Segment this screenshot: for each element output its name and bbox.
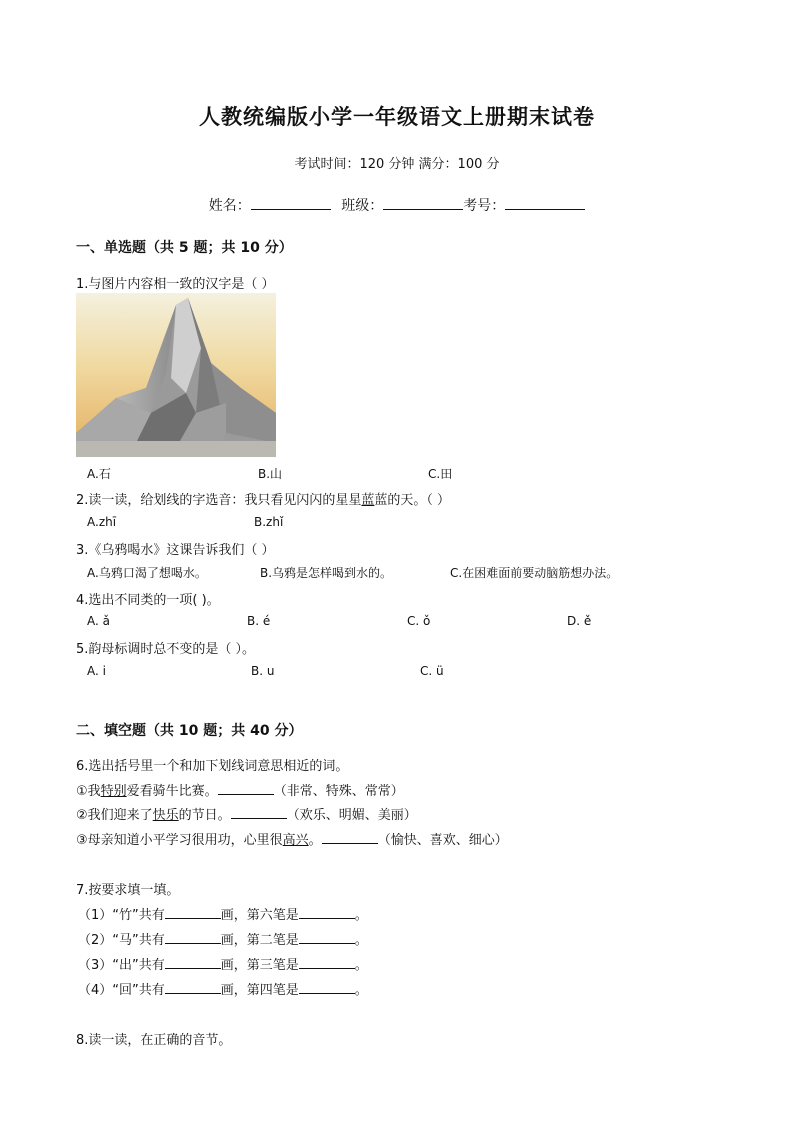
q5-option-a[interactable]: A. i — [87, 664, 106, 678]
q7-item-3: （3）“出”共有 画，第三笔是 。 — [78, 958, 368, 973]
q2-option-a[interactable]: A.zhī — [87, 515, 117, 529]
question-4: 4.选出不同类的一项( )。 — [76, 593, 220, 608]
q7-blank-4a[interactable] — [165, 981, 221, 994]
q7-item-1: （1）“竹”共有 画，第六笔是 。 — [78, 908, 368, 923]
q7-item-4: （4）“回”共有 画，第四笔是 。 — [78, 983, 368, 998]
mountain-image — [76, 293, 276, 457]
exam-subtitle: 考试时间：120 分钟 满分：100 分 — [294, 157, 500, 172]
exam-no-blank[interactable] — [505, 195, 585, 210]
q6-blank-3[interactable] — [322, 831, 378, 844]
q4-option-d[interactable]: D. ě — [567, 614, 592, 628]
question-3: 3.《乌鸦喝水》这课告诉我们（ ） — [76, 543, 275, 558]
q4-option-c[interactable]: C. ǒ — [407, 614, 431, 628]
q7-blank-2a[interactable] — [165, 931, 221, 944]
underlined-char: 蓝 — [361, 493, 375, 508]
q6-item-1: ①我特别爱看骑牛比赛。 （非常、特殊、常常） — [76, 784, 404, 799]
class-label: 班级： — [341, 198, 384, 214]
q6-item-3: ③母亲知道小平学习很用功，心里很高兴。 （愉快、喜欢、细心） — [76, 833, 508, 848]
q3-option-a[interactable]: A.乌鸦口渴了想喝水。 — [87, 566, 207, 580]
q1-option-a[interactable]: A.石 — [87, 467, 111, 481]
q7-blank-3a[interactable] — [165, 956, 221, 969]
q7-blank-3b[interactable] — [299, 956, 355, 969]
q3-option-c[interactable]: C.在困难面前要动脑筋想办法。 — [450, 566, 619, 580]
name-label: 姓名： — [208, 198, 251, 214]
name-blank[interactable] — [251, 195, 331, 210]
question-1: 1.与图片内容相一致的汉字是（ ） — [76, 277, 275, 292]
q7-blank-1a[interactable] — [165, 906, 221, 919]
q6-blank-2[interactable] — [231, 806, 287, 819]
exam-title: 人教统编版小学一年级语文上册期末试卷 — [199, 105, 595, 129]
q6-blank-1[interactable] — [218, 782, 274, 795]
q7-blank-4b[interactable] — [299, 981, 355, 994]
question-8: 8.读一读，在正确的音节。 — [76, 1033, 232, 1048]
question-6: 6.选出括号里一个和加下划线词意思相近的词。 — [76, 759, 349, 774]
exam-no-label: 考号： — [463, 198, 506, 214]
q5-option-c[interactable]: C. ü — [420, 664, 444, 678]
section1-heading: 一、单选题（共 5 题；共 10 分） — [76, 240, 293, 256]
q4-option-b[interactable]: B. é — [247, 614, 271, 628]
q1-option-c[interactable]: C.田 — [428, 467, 453, 481]
student-info-row — [0, 195, 794, 215]
q7-blank-2b[interactable] — [299, 931, 355, 944]
question-5: 5.韵母标调时总不变的是（ ）。 — [76, 642, 256, 657]
question-7: 7.按要求填一填。 — [76, 883, 180, 898]
question-2: 2.读一读，给划线的字选音：我只看见闪闪的星星蓝蓝的天。（ ） — [76, 493, 451, 508]
class-blank[interactable] — [383, 195, 463, 210]
q3-option-b[interactable]: B.乌鸦是怎样喝到水的。 — [260, 566, 393, 580]
q7-blank-1b[interactable] — [299, 906, 355, 919]
q1-option-b[interactable]: B.山 — [258, 467, 283, 481]
section2-heading: 二、填空题（共 10 题；共 40 分） — [76, 723, 303, 739]
q4-option-a[interactable]: A. ǎ — [87, 614, 110, 628]
q2-option-b[interactable]: B.zhǐ — [254, 515, 284, 529]
q5-option-b[interactable]: B. u — [251, 664, 275, 678]
q7-item-2: （2）“马”共有 画，第二笔是 。 — [78, 933, 368, 948]
q6-item-2: ②我们迎来了快乐的节日。 （欢乐、明媚、美丽） — [76, 808, 417, 823]
